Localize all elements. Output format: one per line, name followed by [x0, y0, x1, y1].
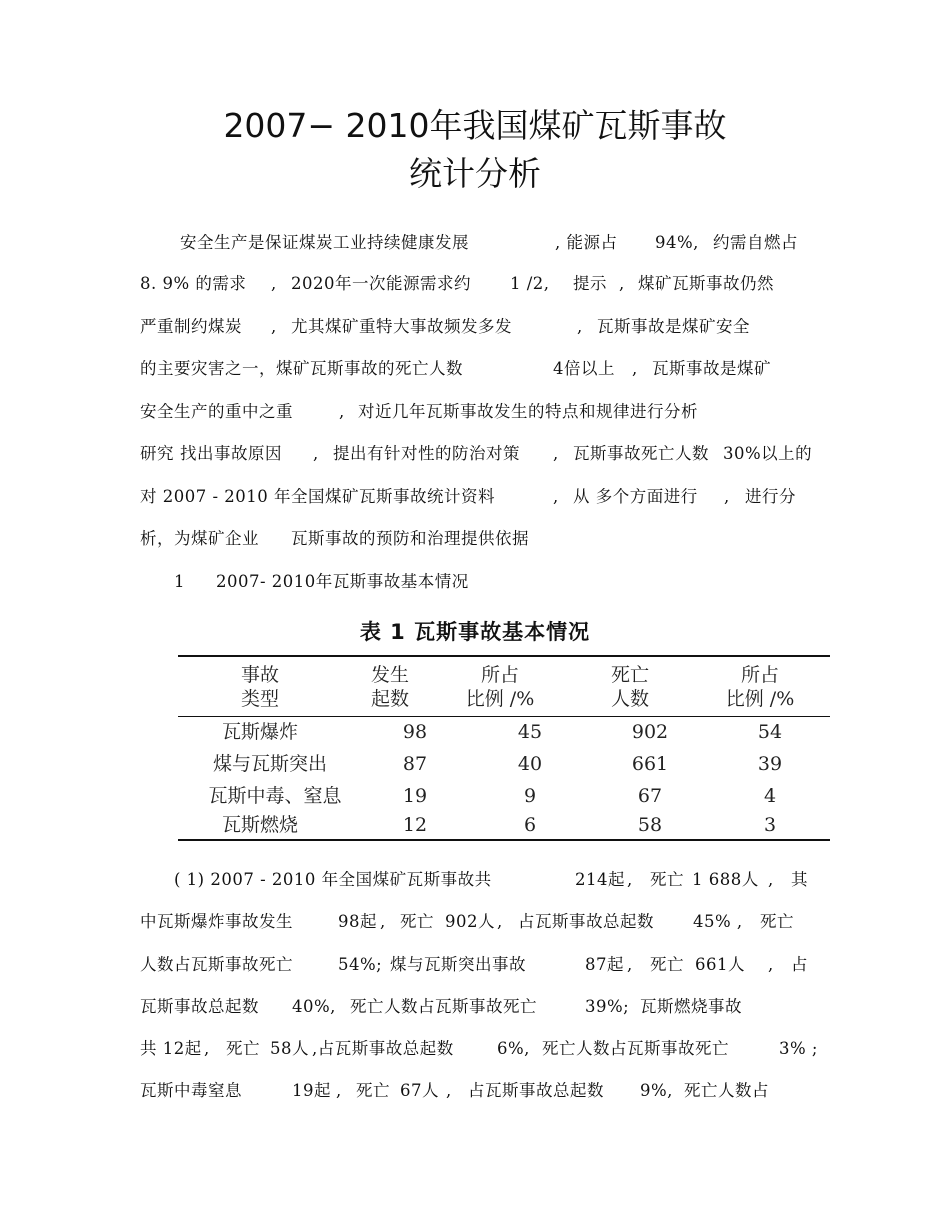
table-cell: 98	[402, 721, 428, 743]
text-segment: 瓦斯事故是煤矿安全	[597, 317, 750, 336]
table-cell: 9	[523, 785, 537, 807]
text-segment: ,	[768, 870, 774, 889]
text-line	[0, 357, 950, 381]
text-segment: ,	[271, 317, 277, 336]
text-segment: 4倍以上	[553, 359, 615, 378]
text-segment: ,	[627, 955, 633, 974]
text-segment: 67人	[400, 1081, 439, 1100]
text-line	[0, 868, 950, 892]
table-cell: 40	[517, 753, 543, 775]
text-segment: 661人	[695, 955, 745, 974]
text-segment: ( 1) 2007 - 2010 年全国煤矿瓦斯事故共	[174, 870, 492, 889]
text-segment: 40%,	[292, 997, 336, 1016]
table-cell: 87	[402, 753, 428, 775]
text-segment: 瓦斯事故是煤矿	[652, 359, 771, 378]
text-segment: 87起	[585, 955, 624, 974]
text-segment: ,	[446, 1081, 452, 1100]
table-cell: 瓦斯中毒、窒息	[208, 785, 342, 807]
text-segment: ,	[380, 912, 386, 931]
text-segment: 死亡	[226, 1039, 260, 1058]
text-segment: 安全生产的重中之重	[140, 402, 293, 421]
text-line	[0, 527, 950, 551]
text-segment: ,	[619, 274, 625, 293]
table-cell: 67	[637, 785, 663, 807]
text-segment: 死亡	[650, 870, 684, 889]
text-segment: 的主要灾害之一，煤矿瓦斯事故的死亡人数	[140, 359, 463, 378]
table-cell: 58	[637, 814, 663, 836]
text-segment: ,	[553, 444, 559, 463]
text-segment: 死亡	[400, 912, 434, 931]
table-cell: 39	[757, 753, 783, 775]
text-segment: 提出有针对性的防治对策	[333, 444, 520, 463]
text-segment: 死亡人数占	[684, 1081, 769, 1100]
text-segment: ,	[497, 912, 503, 931]
table-cell: 4	[763, 785, 777, 807]
text-segment: ,	[577, 317, 583, 336]
table-cell: 6	[523, 814, 537, 836]
column-header: 所占 比例 /%	[465, 664, 535, 710]
text-line	[0, 995, 950, 1019]
text-segment: ,	[632, 359, 638, 378]
text-segment: ,占瓦斯事故总起数	[312, 1039, 454, 1058]
text-segment: ,	[204, 1039, 210, 1058]
text-segment: 死亡人数占瓦斯事故死亡	[350, 997, 537, 1016]
text-line	[0, 272, 950, 296]
text-segment: 找出事故原因	[180, 444, 282, 463]
text-segment: 从 多个方面进行	[573, 487, 698, 506]
text-segment: 其	[791, 870, 808, 889]
text-segment: 中瓦斯爆炸事故发生	[140, 912, 293, 931]
section-title: 2007- 2010年瓦斯事故基本情况	[216, 572, 469, 591]
text-segment: 58人	[270, 1039, 309, 1058]
text-line	[0, 1037, 950, 1061]
document-title-line-2: 统计分析	[409, 154, 541, 193]
text-segment: 对 2007 - 2010 年全国煤矿瓦斯事故统计资料	[140, 487, 496, 506]
text-segment: 人数占瓦斯事故死亡	[140, 955, 293, 974]
table-bottom-rule	[178, 839, 830, 841]
text-segment: 1 /2,	[510, 274, 550, 293]
text-segment: 54%;	[338, 955, 383, 974]
text-segment: 瓦斯燃烧事故	[640, 997, 742, 1016]
text-segment: 瓦斯事故死亡人数	[573, 444, 709, 463]
text-line	[0, 442, 950, 466]
section-number: 1	[174, 572, 185, 591]
text-segment: ,	[553, 487, 559, 506]
text-segment: 析，为煤矿企业	[140, 529, 259, 548]
text-segment: 研究	[140, 444, 174, 463]
table-cell: 54	[757, 721, 783, 743]
text-line	[0, 315, 950, 339]
text-segment: 占	[791, 955, 808, 974]
text-segment: 共 12起	[140, 1039, 202, 1058]
text-line	[0, 910, 950, 934]
text-segment: 约需自燃占	[713, 233, 798, 252]
text-segment: ,	[271, 274, 277, 293]
text-segment: 死亡	[356, 1081, 390, 1100]
text-segment: 占瓦斯事故总起数	[518, 912, 654, 931]
text-line	[0, 400, 950, 424]
text-segment: 提示	[573, 274, 607, 293]
text-segment: ,	[627, 870, 633, 889]
text-segment: 尤其煤矿重特大事故频发多发	[291, 317, 512, 336]
text-segment: 瓦斯事故的预防和治理提供依据	[291, 529, 529, 548]
text-line	[0, 1079, 950, 1103]
text-segment: 8. 9% 的需求	[140, 274, 247, 293]
table-cell: 12	[402, 814, 428, 836]
text-segment: ,	[336, 1081, 342, 1100]
text-segment: 214起	[575, 870, 625, 889]
text-line	[0, 953, 950, 977]
text-line	[0, 231, 950, 255]
text-segment: , 能源占	[555, 233, 618, 252]
column-header: 发生 起数	[370, 664, 409, 710]
text-segment: 煤与瓦斯突出事故	[390, 955, 526, 974]
text-segment: 死亡	[650, 955, 684, 974]
text-segment: 死亡	[760, 912, 794, 931]
table-cell: 45	[517, 721, 543, 743]
text-segment: 6%,	[497, 1039, 530, 1058]
text-segment: 30%以上的	[723, 444, 813, 463]
text-segment: 9%,	[640, 1081, 673, 1100]
text-segment: ,	[768, 955, 774, 974]
text-segment: ,	[724, 487, 730, 506]
table-cell: 瓦斯燃烧	[221, 814, 298, 836]
text-segment: 2020年一次能源需求约	[291, 274, 471, 293]
text-segment: 98起	[338, 912, 377, 931]
table-cell: 19	[402, 785, 428, 807]
document-title-line-1: 2007− 2010年我国煤矿瓦斯事故	[223, 106, 727, 145]
table-cell: 瓦斯爆炸	[221, 721, 298, 743]
text-segment: 瓦斯事故总起数	[140, 997, 259, 1016]
table-header-rule	[178, 716, 830, 717]
text-segment: 安全生产是保证煤炭工业持续健康发展	[180, 233, 469, 252]
table-cell: 煤与瓦斯突出	[212, 753, 327, 775]
table-cell: 902	[631, 721, 669, 743]
text-segment: 19起	[292, 1081, 331, 1100]
section-heading	[0, 570, 950, 594]
text-segment: 39%;	[585, 997, 630, 1016]
column-header: 所占 比例 /%	[725, 664, 795, 710]
text-segment: 94%,	[655, 233, 699, 252]
table-cell: 3	[763, 814, 777, 836]
text-segment: ,	[339, 402, 345, 421]
table-caption: 表 1 瓦斯事故基本情况	[359, 620, 591, 644]
text-segment: 煤矿瓦斯事故仍然	[638, 274, 774, 293]
text-segment: 3% ;	[779, 1039, 818, 1058]
text-segment: 死亡人数占瓦斯事故死亡	[542, 1039, 729, 1058]
text-segment: 1 688人	[692, 870, 759, 889]
text-segment: 严重制约煤炭	[140, 317, 242, 336]
text-segment: 对近几年瓦斯事故发生的特点和规律进行分析	[358, 402, 698, 421]
text-segment: 进行分	[745, 487, 796, 506]
text-line	[0, 485, 950, 509]
column-header: 死亡 人数	[610, 664, 649, 710]
text-segment: 占瓦斯事故总起数	[468, 1081, 604, 1100]
text-segment: 瓦斯中毒窒息	[140, 1081, 242, 1100]
column-header: 事故 类型	[240, 664, 279, 710]
table-cell: 661	[631, 753, 669, 775]
text-segment: 902人	[445, 912, 495, 931]
text-segment: ,	[313, 444, 319, 463]
text-segment: 45% ,	[693, 912, 743, 931]
table-top-rule	[178, 655, 830, 657]
